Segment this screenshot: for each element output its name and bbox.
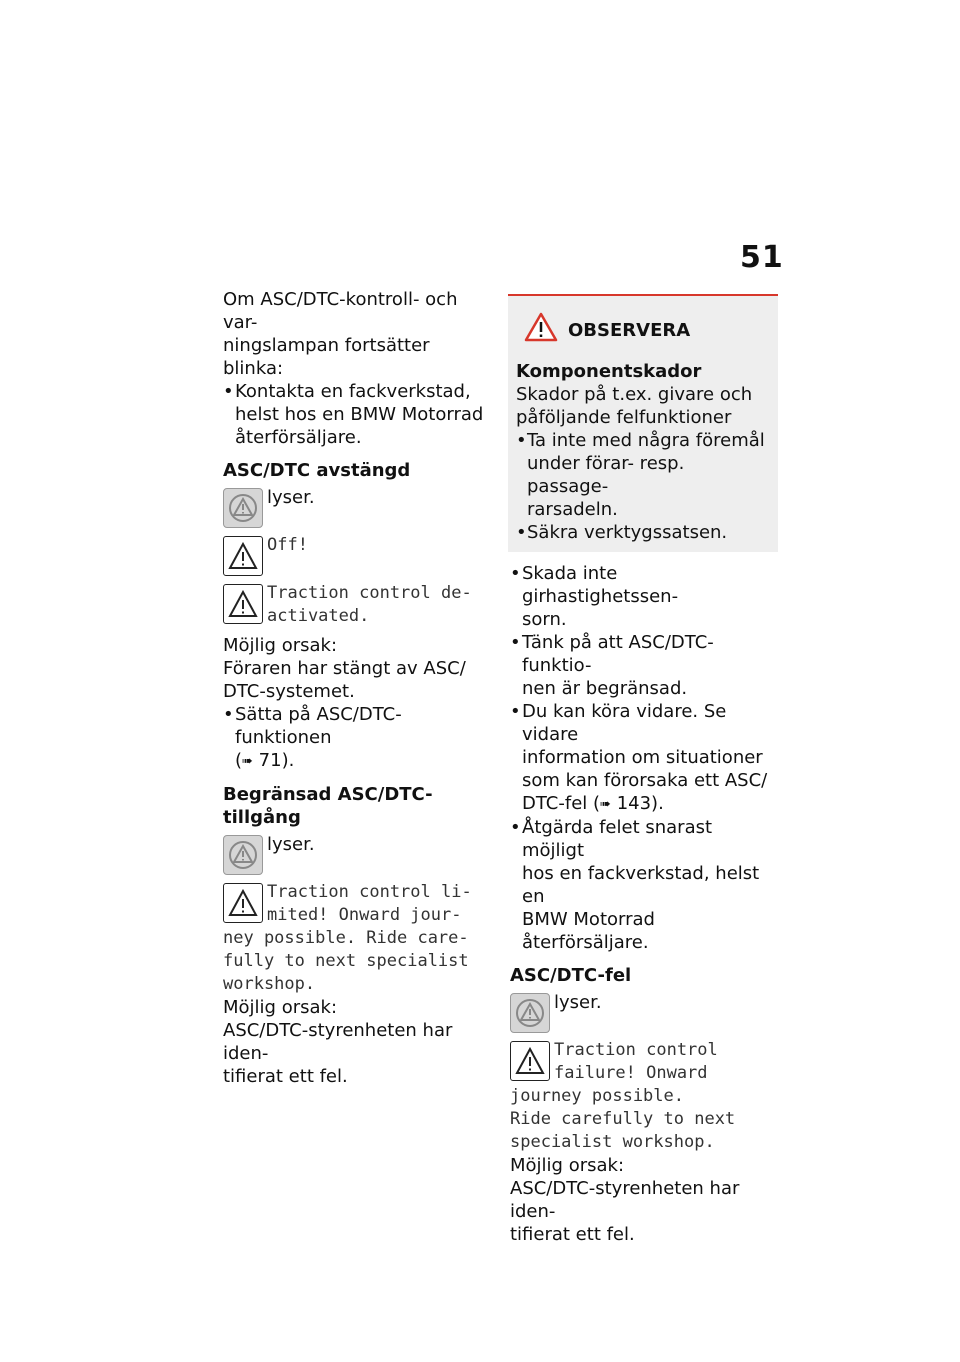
notice-text: Skador på t.ex. givare och bbox=[516, 384, 753, 405]
list-item: • Du kan köra vidare. Se vidare information om situationer som kan förorsaka ett ASC/ DTC-fel (➠ 143). bbox=[510, 700, 778, 816]
display-message: Traction control de- activated. bbox=[267, 583, 472, 626]
indicator-row bbox=[223, 833, 491, 877]
page-number: 51 bbox=[740, 240, 784, 275]
cause-label: Möjlig orsak: bbox=[510, 1155, 625, 1176]
cause-label: Möjlig orsak: bbox=[223, 997, 338, 1018]
action-list bbox=[223, 703, 491, 773]
section-heading-asc-fault: ASC/DTC-fel bbox=[510, 965, 632, 986]
action-list bbox=[510, 562, 778, 954]
page-reference: (➠ 143). bbox=[593, 793, 664, 814]
display-message: Traction control failure! Onward journey possible. Ride carefully to next specialist workshop. bbox=[510, 1040, 736, 1152]
intro-line: ningslampan fortsätter blinka: bbox=[223, 335, 430, 379]
page-ref-arrow-icon: ➠ bbox=[242, 754, 253, 769]
display-message-row bbox=[510, 1039, 778, 1154]
cause-text: Föraren har stängt av ASC/ bbox=[223, 658, 466, 679]
cause-text: ASC/DTC-styrenheten har iden- bbox=[510, 1178, 740, 1222]
notice-subtitle: Komponentskador bbox=[516, 361, 702, 382]
left-column bbox=[223, 288, 491, 1088]
right-column bbox=[510, 294, 778, 1246]
indicator-status-text: lyser. bbox=[267, 834, 315, 855]
display-message-row bbox=[223, 881, 491, 996]
cause-text: tifierat ett fel. bbox=[223, 1066, 348, 1087]
warning-triangle-icon bbox=[223, 536, 263, 576]
cause-text: DTC-systemet. bbox=[223, 681, 355, 702]
list-item: • Säkra verktygssatsen. bbox=[516, 521, 770, 544]
list-item: • Kontakta en fackverkstad, helst hos en BMW Motorrad återförsäljare. bbox=[223, 380, 491, 449]
notice-list bbox=[516, 429, 770, 544]
indicator-row bbox=[223, 486, 491, 530]
warning-triangle-icon bbox=[223, 584, 263, 624]
notice-box bbox=[508, 294, 778, 552]
list-item: • Sätta på ASC/DTC-funktionen (➠ 71). bbox=[223, 703, 491, 773]
display-message: Traction control li- mited! Onward jour- ney possible. Ride care- fully to next specialist workshop. bbox=[223, 882, 472, 994]
cause-text: ASC/DTC-styrenheten har iden- bbox=[223, 1020, 453, 1064]
notice-title: OBSERVERA bbox=[568, 319, 691, 341]
asc-warning-lamp-icon bbox=[510, 993, 550, 1033]
list-item: • Ta inte med några föremål under förar- resp. passage- rarsadeln. bbox=[516, 429, 770, 521]
warning-triangle-icon bbox=[524, 312, 558, 348]
page-reference: (➠ 71). bbox=[235, 750, 295, 771]
warning-triangle-icon bbox=[510, 1041, 550, 1081]
page-ref-arrow-icon: ➠ bbox=[600, 797, 611, 812]
list-item: • Åtgärda felet snarast möjligt hos en fackverkstad, helst en BMW Motorrad återförsäljare. bbox=[510, 816, 778, 954]
cause-label: Möjlig orsak: bbox=[223, 635, 338, 656]
display-message: Off! bbox=[267, 535, 308, 555]
intro-line: Om ASC/DTC-kontroll- och var- bbox=[223, 289, 458, 333]
indicator-row bbox=[510, 991, 778, 1035]
warning-triangle-icon bbox=[223, 883, 263, 923]
display-message-row bbox=[223, 534, 491, 578]
intro-bullet-list bbox=[223, 380, 491, 449]
section-heading-asc-off: ASC/DTC avstängd bbox=[223, 460, 411, 481]
indicator-status-text: lyser. bbox=[554, 992, 602, 1013]
cause-text: tifierat ett fel. bbox=[510, 1224, 635, 1245]
notice-header bbox=[524, 312, 770, 348]
list-item: • Skada inte girhastighetssen- sorn. bbox=[510, 562, 778, 631]
asc-warning-lamp-icon bbox=[223, 488, 263, 528]
section-heading-limited: Begränsad ASC/DTC-tillgång bbox=[223, 784, 433, 828]
indicator-status-text: lyser. bbox=[267, 487, 315, 508]
list-item: • Tänk på att ASC/DTC-funktio- nen är begränsad. bbox=[510, 631, 778, 700]
display-message-row bbox=[223, 582, 491, 628]
notice-text: påföljande felfunktioner bbox=[516, 407, 732, 428]
asc-warning-lamp-icon bbox=[223, 835, 263, 875]
